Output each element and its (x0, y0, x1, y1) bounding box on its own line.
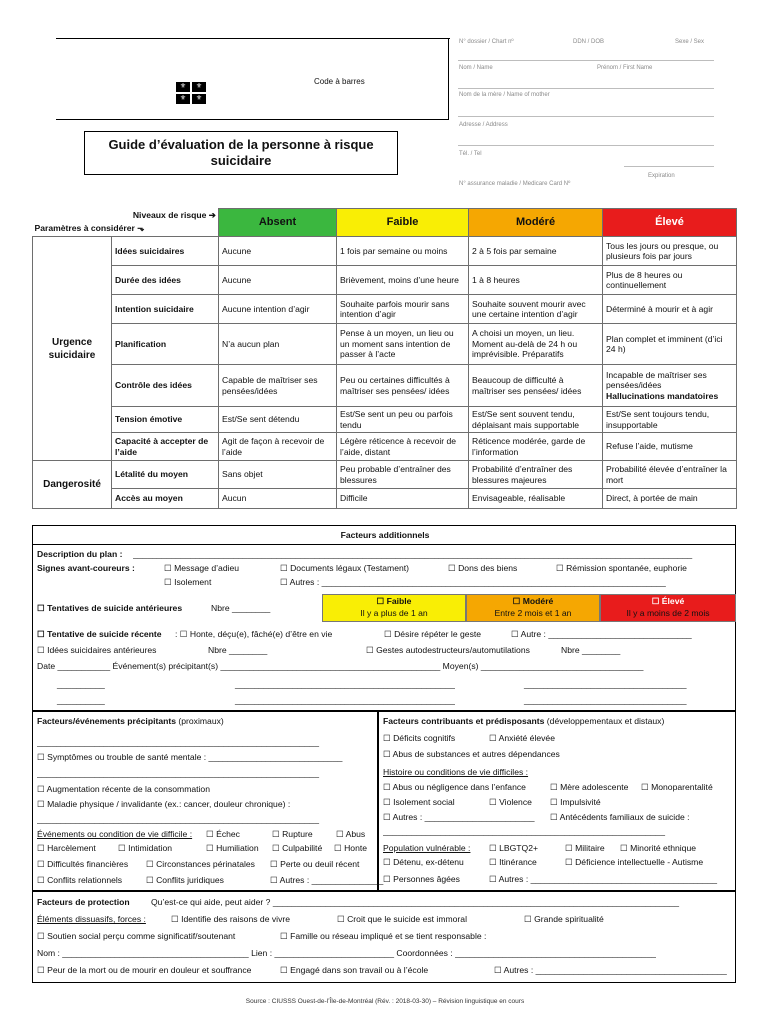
cell-faible[interactable]: Est/Se sent un peu ou parfois tendu (337, 407, 469, 433)
cell-modere[interactable]: 1 à 8 heures (469, 266, 603, 295)
humiliation-checkbox[interactable]: ☐ Humiliation (206, 843, 259, 853)
contributants-title-suffix: (développementaux et distaux) (546, 716, 665, 726)
cell-modere[interactable]: 2 à 5 fois par semaine (469, 237, 603, 266)
signes-label: Signes avant-coureurs : (37, 563, 135, 573)
cell-modere[interactable]: Beaucoup de difficulté à maîtriser ses pensées/ idées (469, 365, 603, 407)
dob-label: DDN / DOB (573, 39, 605, 45)
mere-ado-checkbox[interactable]: ☐ Mère adolescente (550, 782, 629, 792)
cell-modere[interactable]: Souhaite souvent mourir avec une certaine intention d’agir (469, 295, 603, 324)
parametres-label: Paramètres à considérer ⬎ (34, 222, 145, 233)
cell-absent[interactable]: Aucun (219, 489, 337, 509)
sex-label: Sexe / Sex (675, 39, 705, 45)
param-label: Planification (112, 324, 219, 365)
signe-isolement[interactable]: ☐ Isolement (164, 577, 212, 587)
param-label: Accès au moyen (112, 489, 219, 509)
deficience-checkbox[interactable]: ☐ Déficience intellectuelle - Autisme (565, 857, 704, 867)
cell-modere[interactable]: Envisageable, réalisable (469, 489, 603, 509)
blank-line[interactable]: __________ (57, 695, 105, 705)
plan-field[interactable]: _____________________________________________________________________________________________________________________ (133, 549, 693, 559)
fleur-de-lis-icon: ⚜ (176, 82, 190, 92)
cell-faible[interactable]: Souhaite parfois mourir sans intention d’agir (337, 295, 469, 324)
difficultes-financieres-checkbox[interactable]: ☐ Difficultés financières (37, 859, 129, 869)
symptomes-checkbox[interactable]: ☐ Symptômes ou trouble de santé mentale : ____________________________ (37, 752, 343, 762)
blank-line[interactable]: ______________________________________________ (235, 679, 455, 689)
medicare-label: N° assurance maladie / Medicare Card Nº (459, 181, 571, 187)
cell-absent[interactable]: Aucune (219, 266, 337, 295)
peur-mort-checkbox[interactable]: ☐ Peur de la mort ou de mourir en douleur et souffrance (37, 965, 252, 975)
cell-faible[interactable]: Légère réticence à recevoir de l’aide, distant (337, 433, 469, 461)
address-label: Adresse / Address (459, 122, 508, 128)
anxiete-checkbox[interactable]: ☐ Anxiété élevée (489, 733, 555, 743)
additional-factors-title: Facteurs additionnels (340, 530, 430, 540)
conflits-juridiques-checkbox[interactable]: ☐ Conflits juridiques (146, 875, 224, 885)
signe-documents-legaux[interactable]: ☐ Documents légaux (Testament) (280, 563, 410, 573)
spiritualite-checkbox[interactable]: ☐ Grande spiritualité (524, 914, 604, 924)
level-modere-sub: Entre 2 mois et 1 an (494, 608, 572, 618)
precipitant-line[interactable]: ___________________________________________________________ (37, 768, 319, 778)
tentative-recente-checkbox[interactable]: ☐ Tentative de suicide récente (37, 629, 162, 639)
cell-faible[interactable]: Difficile (337, 489, 469, 509)
param-label: Contrôle des idées (112, 365, 219, 407)
fleur-de-lis-icon: ⚜ (192, 82, 206, 92)
violence-checkbox[interactable]: ☐ Violence (489, 797, 532, 807)
level-absent-header: Absent (219, 209, 337, 237)
param-label: Tension émotive (112, 407, 219, 433)
soutien-social-checkbox[interactable]: ☐ Soutien social perçu comme significatif/soutenant (37, 931, 236, 941)
honte-checkbox[interactable]: : ☐ Honte, déçu(e), fâché(e) d’être en vie (175, 629, 333, 639)
desire-repeter-checkbox[interactable]: ☐ Désire répéter le geste (384, 629, 482, 639)
first-name-label: Prénom / First Name (597, 65, 653, 71)
level-eleve-header: Élevé (603, 209, 737, 237)
precipitants-title-suffix: (proximaux) (178, 716, 224, 726)
blank-line[interactable]: ______________________________________________ (235, 695, 455, 705)
quebec-logo (176, 82, 206, 104)
cell-faible[interactable]: Peu ou certaines difficultés à maîtriser ses pensées/ idées (337, 365, 469, 407)
abus-checkbox[interactable]: ☐ Abus (336, 829, 366, 839)
level-eleve-label: ☐ Élevé (651, 596, 685, 606)
precipitant-line[interactable]: ___________________________________________________________ (37, 814, 319, 824)
cell-absent[interactable]: N’a aucun plan (219, 324, 337, 365)
precipitant-line[interactable]: ___________________________________________________________ (37, 737, 319, 747)
fleur-de-lis-icon: ⚜ (176, 94, 190, 104)
raisons-vivre-checkbox[interactable]: ☐ Identifie des raisons de vivre (171, 914, 291, 924)
mother-name-field[interactable] (458, 116, 714, 117)
precipitants-title-text: Facteurs/événements précipitants (37, 716, 176, 726)
cell-eleve[interactable]: Direct, à portée de main (603, 489, 737, 509)
chart-number-field[interactable] (458, 60, 714, 61)
detenu-checkbox[interactable]: ☐ Détenu, ex-détenu (383, 857, 464, 867)
name-label: Nom / Name (459, 65, 493, 71)
cell-eleve-text: Incapable de maîtriser ses pensées/idées (606, 369, 707, 391)
signe-dons-biens[interactable]: ☐ Dons des biens (448, 563, 518, 573)
nom-lien-coordonnees-field[interactable]: Nom : _______________________________________ Lien : _________________________ Coordonnées : __________________________________________ (37, 948, 656, 958)
param-label: Idées suicidaires (112, 237, 219, 266)
cell-modere[interactable]: A choisi un moyen, un lieu. Moment au-delà de 24 h ou imprévisible. Préparatifs (469, 324, 603, 365)
phone-field[interactable] (624, 166, 714, 167)
cell-absent[interactable]: Est/Se sent détendu (219, 407, 337, 433)
echec-checkbox[interactable]: ☐ Échec (206, 829, 240, 839)
suicide-immoral-checkbox[interactable]: ☐ Croit que le suicide est immoral (337, 914, 467, 924)
param-label: Intention suicidaire (112, 295, 219, 324)
param-label: Capacité à accepter de l’aide (112, 433, 219, 461)
autres-vie-field[interactable]: ☐ Autres : _______________ (270, 875, 384, 885)
protection-question-field[interactable]: Qu’est-ce qui aide, peut aider ? _____________________________________________________________________________________ (151, 897, 680, 907)
cell-eleve[interactable]: Probabilité élevée d’entraîner la mort (603, 461, 737, 489)
cell-modere[interactable]: Est/Se sent souvent tendu, déplaisant mais supportable (469, 407, 603, 433)
blank-line[interactable]: __________________________________ (524, 679, 687, 689)
maladie-checkbox[interactable]: ☐ Maladie physique / invalidante (ex.: cancer, douleur chronique) : (37, 799, 291, 809)
cell-eleve[interactable]: Est/Se sent toujours tendu, insupportable (603, 407, 737, 433)
impulsivite-checkbox[interactable]: ☐ Impulsivité (550, 797, 601, 807)
cell-modere[interactable]: Probabilité d’entraîner des blessures majeures (469, 461, 603, 489)
elements-dissuasifs-label: Éléments dissuasifs, forces : (37, 914, 146, 924)
cell-faible[interactable]: 1 fois par semaine ou moins (337, 237, 469, 266)
header-bottom-rule (56, 119, 449, 120)
group-dangerosite: Dangerosité (33, 461, 112, 509)
header-divider (448, 38, 449, 120)
histoire-blank-line[interactable]: ___________________________________________________________ (383, 826, 665, 836)
grid-corner-header (33, 209, 219, 237)
idees-anterieures-checkbox[interactable]: ☐ Idées suicidaires antérieures (37, 645, 157, 655)
additional-title-rule (32, 544, 736, 545)
consommation-checkbox[interactable]: ☐ Augmentation récente de la consommation (37, 784, 210, 794)
cell-modere[interactable]: Réticence modérée, garde de l’information (469, 433, 603, 461)
histoire-label: Histoire ou conditions de vie difficiles : (383, 767, 529, 777)
signe-remission[interactable]: ☐ Rémission spontanée, euphorie (556, 563, 687, 573)
param-label: Létalité du moyen (112, 461, 219, 489)
militaire-checkbox[interactable]: ☐ Militaire (565, 843, 605, 853)
address-field[interactable] (458, 145, 714, 146)
contributants-title (383, 716, 664, 727)
source-footer: Source : CIUSSS Ouest-de-l’Île-de-Montréal (Rév. : 2018-03-30) – Révision linguistique en cours (245, 998, 525, 1005)
harcelement-checkbox[interactable]: ☐ Harcèlement (37, 843, 96, 853)
conflits-relationnels-checkbox[interactable]: ☐ Conflits relationnels (37, 875, 123, 885)
mother-name-label: Nom de la mère / Name of mother (459, 92, 550, 98)
abus-enfance-checkbox[interactable]: ☐ Abus ou négligence dans l’enfance (383, 782, 526, 792)
blank-line[interactable]: __________________________________ (524, 695, 687, 705)
circonstances-perinatales-checkbox[interactable]: ☐ Circonstances périnatales (146, 859, 255, 869)
level-eleve-sub: Il y a moins de 2 mois (626, 608, 710, 618)
vie-difficile-label: Événements ou condition de vie difficile : (37, 829, 193, 839)
itinerance-checkbox[interactable]: ☐ Itinérance (489, 857, 537, 867)
perte-deuil-checkbox[interactable]: ☐ Perte ou deuil récent (270, 859, 360, 869)
level-modere-label: ☐ Modéré (512, 596, 554, 606)
autres-histoire-field[interactable]: ☐ Autres : _______________________ (383, 812, 535, 822)
cell-absent[interactable]: Sans objet (219, 461, 337, 489)
header-top-rule (56, 38, 450, 39)
antecedents-familiaux-checkbox[interactable]: ☐ Antécédents familiaux de suicide : (550, 812, 690, 822)
cell-eleve[interactable] (603, 365, 737, 407)
level-faible-label: ☐ Faible (376, 596, 412, 606)
isolement-social-checkbox[interactable]: ☐ Isolement social (383, 797, 455, 807)
level-faible-header: Faible (337, 209, 469, 237)
contributants-title-text: Facteurs contribuants et prédisposants (383, 716, 545, 726)
phone-label: Tél. / Tel (459, 151, 482, 157)
signe-message-adieu[interactable]: ☐ Message d’adieu (164, 563, 240, 573)
tentatives-anterieures-checkbox[interactable]: ☐ Tentatives de suicide antérieures (37, 603, 183, 613)
param-label: Durée des idées (112, 266, 219, 295)
plan-label: Description du plan : (37, 549, 123, 559)
cell-eleve[interactable]: Tous les jours ou presque, ou plusieurs fois par jours (603, 237, 737, 266)
tentatives-nbre-field[interactable]: Nbre ________ (211, 603, 271, 613)
risk-level-grid (32, 208, 737, 509)
autres-population-field[interactable]: ☐ Autres : _______________________________________ (489, 874, 718, 884)
gestes-nbre-field[interactable]: Nbre ________ (561, 645, 621, 655)
cell-absent[interactable]: Aucune (219, 237, 337, 266)
cell-absent[interactable]: Agit de façon à recevoir de l’aide (219, 433, 337, 461)
monoparentalite-checkbox[interactable]: ☐ Monoparentalité (641, 782, 713, 792)
abus-substances-checkbox[interactable]: ☐ Abus de substances et autres dépendances (383, 749, 560, 759)
cell-eleve[interactable]: Plus de 8 heures ou continuellement (603, 266, 737, 295)
population-label: Population vulnérable : (383, 843, 471, 853)
page-title: Guide d’évaluation de la personne à risque suicidaire (84, 131, 398, 175)
cell-eleve[interactable]: Plan complet et imminent (d’ici 24 h) (603, 324, 737, 365)
gestes-checkbox[interactable]: ☐ Gestes autodestructeurs/automutilations (366, 645, 530, 655)
niveaux-label: Niveaux de risque ➔ (132, 209, 216, 220)
lbgtq-checkbox[interactable]: ☐ LBGTQ2+ (489, 843, 539, 853)
level-modere-header: Modéré (469, 209, 603, 237)
rupture-checkbox[interactable]: ☐ Rupture (272, 829, 313, 839)
personnes-agees-checkbox[interactable]: ☐ Personnes âgées (383, 874, 460, 884)
autres-protection-field[interactable]: ☐ Autres : ________________________________________ (494, 965, 727, 975)
barcode-label: Code à barres (314, 77, 365, 86)
date-events-line[interactable]: Date ___________ Événement(s) précipitant(s) ______________________________________________ Moyen(s) __________________________________ (37, 661, 644, 671)
cell-eleve[interactable]: Refuse l’aide, mutisme (603, 433, 737, 461)
engage-travail-checkbox[interactable]: ☐ Engagé dans son travail ou à l’école (280, 965, 429, 975)
intimidation-checkbox[interactable]: ☐ Intimidation (118, 843, 173, 853)
signe-autres[interactable]: ☐ Autres : ________________________________________________________________________ (280, 577, 666, 587)
protection-title: Facteurs de protection (37, 897, 130, 907)
cell-faible[interactable]: Pense à un moyen, un lieu ou un moment sans intention de passer à l’acte (337, 324, 469, 365)
cell-absent[interactable]: Capable de maîtriser ses pensées/idées (219, 365, 337, 407)
honte-vie-checkbox[interactable]: ☐ Honte (334, 843, 368, 853)
autre-field[interactable]: ☐ Autre : ______________________________ (511, 629, 692, 639)
cell-absent[interactable]: Aucune intention d’agir (219, 295, 337, 324)
cell-faible[interactable]: Brièvement, moins d’une heure (337, 266, 469, 295)
group-urgence-suicidaire: Urgence suicidaire (33, 237, 112, 461)
cell-eleve[interactable]: Déterminé à mourir et à agir (603, 295, 737, 324)
fleur-de-lis-icon: ⚜ (192, 94, 206, 104)
chart-number-label: N° dossier / Chart nº (459, 39, 514, 45)
deficits-checkbox[interactable]: ☐ Déficits cognitifs (383, 733, 456, 743)
culpabilite-checkbox[interactable]: ☐ Culpabilité (272, 843, 323, 853)
expiration-label: Expiration (648, 173, 675, 179)
precipitants-title (37, 716, 224, 727)
name-field[interactable] (458, 88, 714, 89)
level-faible-sub: Il y a plus de 1 an (360, 608, 428, 618)
blank-line[interactable]: __________ (57, 679, 105, 689)
famille-reseau-checkbox[interactable]: ☐ Famille ou réseau impliqué et se tient responsable : (280, 931, 487, 941)
cell-eleve-note: Hallucinations mandatoires (606, 390, 719, 401)
idees-nbre-field[interactable]: Nbre ________ (208, 645, 268, 655)
cell-faible[interactable]: Peu probable d’entraîner des blessures (337, 461, 469, 489)
minorite-checkbox[interactable]: ☐ Minorité ethnique (620, 843, 697, 853)
